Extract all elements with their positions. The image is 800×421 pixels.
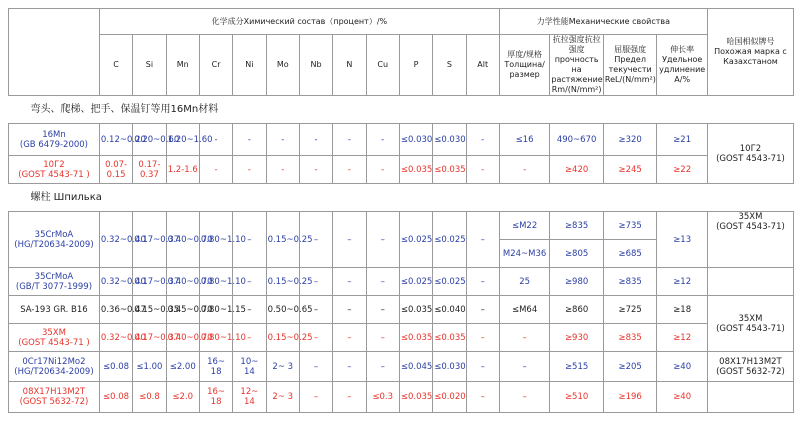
chem-value: - xyxy=(366,124,399,156)
chem-value: – xyxy=(366,296,399,324)
chem-value: - xyxy=(366,156,399,184)
chem-value: – xyxy=(333,382,366,413)
chem-value: 0.80~1.15 xyxy=(199,296,232,324)
chem-value: 0.80~1.10 xyxy=(199,268,232,296)
table-row xyxy=(9,124,794,156)
thickness-value: M24~M36 xyxy=(499,240,550,268)
chem-value: - xyxy=(266,124,299,156)
chem-value: ≤0.030 xyxy=(399,124,432,156)
table-row xyxy=(9,382,794,413)
grade-cell xyxy=(9,352,100,382)
elongation-value: ≥13 xyxy=(657,212,708,268)
chem-value: 0.20~0.60 xyxy=(133,124,166,156)
yield-value: ≥725 xyxy=(603,296,657,324)
grade-standard: (GB 6479-2000) xyxy=(19,139,88,150)
yield-value: ≥835 xyxy=(603,324,657,352)
grade-cell xyxy=(9,124,100,156)
chem-value: - xyxy=(299,124,332,156)
elongation-value: ≥18 xyxy=(657,296,708,324)
chem-value: 0.17-0.37 xyxy=(133,156,166,184)
chem-value: – xyxy=(233,212,266,268)
steel-spec-table xyxy=(8,0,794,413)
tensile-value: ≥420 xyxy=(550,156,604,184)
chem-value: 0.15~0.25 xyxy=(266,212,299,268)
chem-value: – xyxy=(299,268,332,296)
grade-cell xyxy=(9,382,100,413)
chem-value: ≤1.00 xyxy=(133,352,166,382)
section-title: 弯头、爬梯、把手、保温钉等用16Mn材料 xyxy=(9,96,794,124)
elongation-value: ≥40 xyxy=(657,382,708,413)
chem-value: ≤0.035 xyxy=(399,382,432,413)
chem-value: – xyxy=(466,382,499,413)
chem-value: 0.80~1.10 xyxy=(199,324,232,352)
chem-value: 1.2-1.6 xyxy=(166,156,199,184)
chem-value: – xyxy=(333,268,366,296)
chem-value: ≤0.045 xyxy=(399,352,432,382)
element-header-mn: Mn xyxy=(166,35,199,96)
chem-value: ≤0.035 xyxy=(399,324,432,352)
element-header-nb: Nb xyxy=(299,35,332,96)
mech-col-header: 抗拉强度抗拉强度прочность на растяжение Rm/(N/mm²) xyxy=(551,35,603,94)
chem-value: 0.36~0.47 xyxy=(99,296,132,324)
chem-value: – xyxy=(233,296,266,324)
chem-value: 0.17~0.37 xyxy=(133,268,166,296)
chem-value: ≤0.030 xyxy=(433,352,466,382)
section-row xyxy=(9,96,794,124)
yield-value: ≥685 xyxy=(603,240,657,268)
chem-value: 16~ 18 xyxy=(199,382,232,413)
analog-value: 35XM (GOST 4543-71) xyxy=(707,212,793,268)
chem-value: – xyxy=(366,352,399,382)
grade-standard: (GOST 4543-71 ) xyxy=(18,337,90,348)
thickness-value: – xyxy=(499,352,550,382)
chem-value: – xyxy=(299,212,332,268)
chem-value: – xyxy=(233,268,266,296)
chem-value: ≤0.025 xyxy=(399,268,432,296)
chem-value: - xyxy=(233,124,266,156)
grade-cell xyxy=(9,156,100,184)
element-header-cr: Cr xyxy=(199,35,232,96)
chem-value: 0.50~0.65 xyxy=(266,296,299,324)
chem-value: ≤0.025 xyxy=(433,212,466,268)
element-header-mo: Mo xyxy=(266,35,299,96)
chem-value: 2~ 3 xyxy=(266,382,299,413)
chem-value: 0.17~0.37 xyxy=(133,324,166,352)
elongation-value: ≥22 xyxy=(657,156,708,184)
chem-value: 10~ 14 xyxy=(233,352,266,382)
chem-value: 0.07-0.15 xyxy=(99,156,132,184)
chem-value: - xyxy=(199,124,232,156)
table-row xyxy=(9,352,794,382)
section-title: 螺柱 Шпилька xyxy=(9,184,794,212)
grade-standard: (GOST 4543-71 ) xyxy=(18,169,90,180)
grade-standard: (HG/T20634-2009) xyxy=(14,239,94,250)
table-row xyxy=(9,324,794,352)
chem-value: – xyxy=(333,324,366,352)
chem-value: - xyxy=(333,156,366,184)
mech-col-header: 厚度/规格 Толщина/размер xyxy=(499,35,550,96)
tensile-value: ≥510 xyxy=(550,382,604,413)
table-row xyxy=(9,212,794,240)
chem-value: 0.15~0.25 xyxy=(266,268,299,296)
thickness-value: - xyxy=(499,156,550,184)
thickness-value: ≤M22 xyxy=(499,212,550,240)
analog-value xyxy=(707,382,793,413)
thickness-value: 25 xyxy=(499,268,550,296)
chem-value: – xyxy=(466,268,499,296)
chem-value: ≤0.08 xyxy=(99,382,132,413)
chem-value: 16~ 18 xyxy=(199,352,232,382)
chem-value: ≤0.8 xyxy=(133,382,166,413)
chem-value: ≤2.00 xyxy=(166,352,199,382)
tensile-value: ≥930 xyxy=(550,324,604,352)
grade-name: 0Cr17Ni12Mo2 xyxy=(22,356,86,367)
table-row xyxy=(9,156,794,184)
thickness-value: ≤M64 xyxy=(499,296,550,324)
chem-value: – xyxy=(466,324,499,352)
chem-value: – xyxy=(466,352,499,382)
grade-name: 08X17H13M2T xyxy=(22,387,86,397)
mech-title: 力学性能Механические свойства xyxy=(499,9,707,35)
chem-value: – xyxy=(299,382,332,413)
chem-value: – xyxy=(333,212,366,268)
analog-value xyxy=(707,268,793,296)
grade-standard: (HG/T20634-2009) xyxy=(14,366,94,377)
chem-value: 0.12~0.20 xyxy=(99,124,132,156)
chem-value: – xyxy=(299,296,332,324)
chem-value: – xyxy=(366,212,399,268)
grade-name: SA-193 GR. B16 xyxy=(20,304,88,315)
elongation-value: ≥21 xyxy=(657,124,708,156)
chem-value: 12~ 14 xyxy=(233,382,266,413)
chem-value: – xyxy=(333,352,366,382)
chem-value: ≤0.030 xyxy=(433,124,466,156)
chem-value: 0.32~0.40 xyxy=(99,324,132,352)
chem-value: - xyxy=(233,156,266,184)
mech-col-header: 伸长率Удельное удлинение A/% xyxy=(657,35,708,96)
yield-value: ≥320 xyxy=(603,124,657,156)
grade-cell xyxy=(9,296,100,324)
grade-name: 35XM xyxy=(41,327,66,338)
thickness-value: ≤16 xyxy=(499,124,550,156)
table-row xyxy=(9,268,794,296)
table-row xyxy=(9,296,794,324)
tensile-value: 490~670 xyxy=(550,124,604,156)
tensile-value: ≥805 xyxy=(550,240,604,268)
grade-standard: (GB/T 3077-1999) xyxy=(15,281,93,292)
elongation-value: ≥12 xyxy=(657,268,708,296)
grade-name: 35CrMoA xyxy=(34,229,74,240)
section-row xyxy=(9,184,794,212)
tensile-value: ≥515 xyxy=(550,352,604,382)
chem-value: 0.17~0.37 xyxy=(133,212,166,268)
analog-title: 哈国相似牌号Похожая марка с Казахстаном xyxy=(707,9,793,96)
chem-value: - xyxy=(299,156,332,184)
chem-value: – xyxy=(366,324,399,352)
chem-value: – xyxy=(233,324,266,352)
chem-value: – xyxy=(466,296,499,324)
element-header-n: N xyxy=(333,35,366,96)
chem-value: ≤0.08 xyxy=(99,352,132,382)
mech-col-header: 屈服强度Предел текучести ReL/(N/mm²) xyxy=(603,35,657,96)
chem-value: ≤0.025 xyxy=(399,212,432,268)
chem-value: ≤0.3 xyxy=(366,382,399,413)
chem-value: 0.40~0.70 xyxy=(166,324,199,352)
chem-value: - xyxy=(266,156,299,184)
thickness-value: – xyxy=(499,324,550,352)
chem-value: - xyxy=(199,156,232,184)
element-header-cu: Cu xyxy=(366,35,399,96)
chem-value: 0.45~0.70 xyxy=(166,296,199,324)
grade-name: 16Mn xyxy=(42,129,66,140)
chem-value: ≤0.035 xyxy=(433,324,466,352)
tensile-value: ≥980 xyxy=(550,268,604,296)
element-header-c: C xyxy=(99,35,132,96)
analog-value: 10Г2 (GOST 4543-71) xyxy=(707,124,793,184)
grade-cell xyxy=(9,212,100,268)
element-header-ni: Ni xyxy=(233,35,266,96)
chem-value: - xyxy=(466,124,499,156)
thickness-value: – xyxy=(499,382,550,413)
chem-value: ≤0.035 xyxy=(399,296,432,324)
chem-value: 0.15~0.35 xyxy=(133,296,166,324)
chem-value: – xyxy=(366,268,399,296)
grade-standard: (GOST 5632-72) xyxy=(19,397,89,407)
element-header-s: S xyxy=(433,35,466,96)
chem-value: – xyxy=(466,212,499,268)
chem-value: 1.20~1.60 xyxy=(166,124,199,156)
yield-value: ≥735 xyxy=(603,212,657,240)
chem-value: – xyxy=(299,324,332,352)
tensile-value: ≥860 xyxy=(550,296,604,324)
chem-title: 化学成分Химический состав（процент）/% xyxy=(99,9,499,35)
chem-value: ≤0.020 xyxy=(433,382,466,413)
chem-value: 0.80~1.10 xyxy=(199,212,232,268)
chem-value: 0.32~0.40 xyxy=(99,268,132,296)
chem-value: ≤0.025 xyxy=(433,268,466,296)
tensile-value: ≥835 xyxy=(550,212,604,240)
chem-value: - xyxy=(333,124,366,156)
chem-value: – xyxy=(333,296,366,324)
grade-name: 35CrMoA xyxy=(34,271,74,282)
chem-value: 0.40~0.70 xyxy=(166,268,199,296)
yield-value: ≥196 xyxy=(603,382,657,413)
element-header-alt: Alt xyxy=(466,35,499,96)
chem-value: ≤0.035 xyxy=(433,156,466,184)
elongation-value: ≥40 xyxy=(657,352,708,382)
chem-value: 0.15~0.25 xyxy=(266,324,299,352)
chem-value: 0.32~0.40 xyxy=(99,212,132,268)
analog-value: 08X17H13M2T (GOST 5632-72) xyxy=(707,352,793,382)
grade-cell xyxy=(9,324,100,352)
chem-value: ≤0.040 xyxy=(433,296,466,324)
grade-name: 10Г2 xyxy=(43,159,65,170)
elongation-value: ≥12 xyxy=(657,324,708,352)
chem-value: – xyxy=(299,352,332,382)
chem-value: 0.40~0.70 xyxy=(166,212,199,268)
element-header-p: P xyxy=(399,35,432,96)
chem-value: 2~ 3 xyxy=(266,352,299,382)
grade-cell xyxy=(9,268,100,296)
yield-value: ≥835 xyxy=(603,268,657,296)
blank-header-cell xyxy=(9,9,100,96)
yield-value: ≥205 xyxy=(603,352,657,382)
analog-value: 35XM (GOST 4543-71) xyxy=(707,296,793,352)
chem-value: ≤0.035 xyxy=(399,156,432,184)
chem-value: ≤2.0 xyxy=(166,382,199,413)
chem-value: - xyxy=(466,156,499,184)
element-header-si: Si xyxy=(133,35,166,96)
yield-value: ≥245 xyxy=(603,156,657,184)
